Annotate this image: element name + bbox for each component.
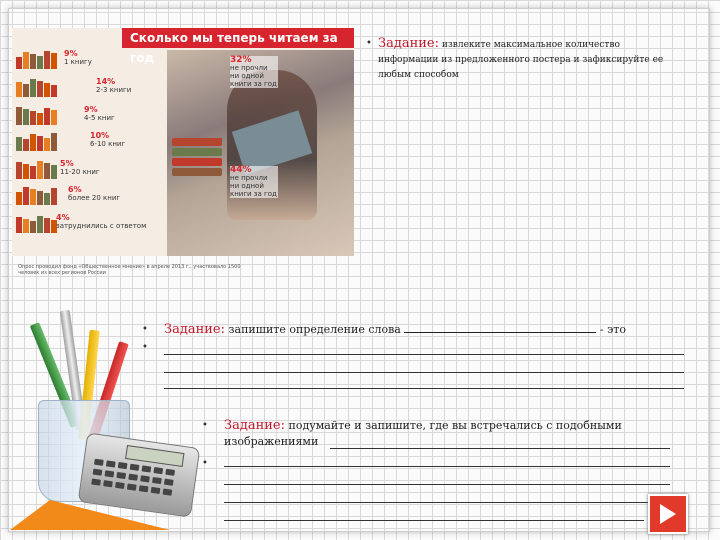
task2-answer-line-1[interactable]: [164, 354, 684, 355]
task2-answer-line-2[interactable]: [164, 372, 684, 373]
book-spine: [30, 221, 36, 233]
book-spine: [16, 107, 22, 125]
task2-text: [164, 322, 684, 338]
book-spine: [51, 110, 57, 125]
book-spine: [16, 137, 22, 151]
book-spine: [30, 54, 36, 69]
task3-text: [224, 418, 674, 450]
task3-body: подумайте и запишите, где вы встречались с подобными изображениями: [224, 419, 622, 448]
book-spine: [37, 216, 43, 233]
book-spine: [30, 111, 36, 125]
task2-answer-line-3[interactable]: [164, 388, 684, 389]
book-spine: [23, 139, 29, 151]
book-spine: [37, 191, 43, 205]
book-spine: [23, 84, 29, 97]
book-spine: [51, 165, 57, 179]
book-spine: [37, 113, 43, 125]
task2-suffix: - это: [599, 323, 626, 336]
book-spine: [44, 193, 50, 205]
book-spine: [44, 138, 50, 151]
book-spine: [51, 53, 57, 69]
task3-answer-line-0[interactable]: [330, 448, 670, 449]
task1-text: [378, 36, 678, 83]
task2-bullet-2: •: [142, 342, 148, 353]
book-spine: [44, 83, 50, 97]
stat-1-book: 9% 1 книгу: [64, 49, 92, 66]
book-spine: [44, 163, 50, 179]
book-spine: [23, 109, 29, 125]
task2-label: Задание:: [164, 322, 226, 337]
task1-body: извлеките максимальное количество информации из предложенного постера и зафиксируйте ее любым способом: [378, 40, 664, 80]
book-bar-row: [16, 186, 62, 204]
book-spine: [51, 188, 57, 205]
book-spine: [16, 217, 22, 233]
book-bar-row: [16, 132, 62, 150]
book-bar-row: [16, 106, 62, 124]
book-spine: [16, 57, 22, 69]
book-spine: [44, 108, 50, 125]
book-spine: [44, 218, 50, 233]
task2-bullet-1: •: [142, 324, 148, 335]
stat-6-10-books: 10% 6-10 книг: [90, 131, 126, 148]
book-spine: [44, 51, 50, 69]
book-spine: [37, 81, 43, 97]
book-spine: [16, 82, 22, 97]
book-spine: [37, 56, 43, 69]
task1-bullet: •: [366, 38, 372, 49]
task1-label: Задание:: [378, 36, 440, 51]
task3-answer-line-4[interactable]: [224, 520, 644, 521]
stat-undecided: 4% затруднились с ответом: [56, 213, 147, 230]
poster-footnote: Опрос проводил фонд «Общественное мнение» в апреле 2013 г., участвовало 1500 человек из всех регионов России: [18, 264, 241, 276]
triangle-ruler: [10, 500, 170, 530]
book-spine: [30, 189, 36, 205]
stat-2-3-books: 14% 2-3 книги: [96, 77, 132, 94]
stat-not-read-44: 44% не прочли ни одной книги за год: [230, 165, 277, 198]
book-spine: [23, 187, 29, 205]
book-spine: [37, 136, 43, 151]
task3-answer-line-3[interactable]: [224, 502, 670, 503]
task3-answer-line-1[interactable]: [224, 466, 670, 467]
book-bar-row: [16, 78, 62, 96]
book-bar-row: [16, 50, 62, 68]
book-spine: [23, 219, 29, 233]
book-spine: [23, 164, 29, 179]
book-spine: [16, 192, 22, 205]
stat-not-read-32: 32% не прочли ни одной книги за год: [230, 55, 277, 88]
next-slide-button[interactable]: [648, 494, 688, 534]
task3-bullet-2: •: [202, 458, 208, 469]
book-spine: [16, 162, 22, 179]
book-bar-row: [16, 160, 62, 178]
poster-title: Сколько мы теперь читаем за год: [122, 28, 354, 48]
task2-word-blank[interactable]: [404, 332, 596, 333]
next-arrow-icon: [660, 504, 676, 524]
book-spine: [30, 134, 36, 151]
book-spine: [37, 161, 43, 179]
book-spine: [30, 79, 36, 97]
task3-bullet-1: •: [202, 420, 208, 431]
stat-4-5-books: 9% 4-5 книг: [84, 105, 115, 122]
stat-11-20-books: 5% 11-20 книг: [60, 159, 100, 176]
book-spine: [51, 85, 57, 97]
task2-body: запишите определение слова: [228, 323, 401, 336]
reading-poster: [12, 28, 354, 276]
book-stack-illustration: [172, 138, 222, 178]
task3-answer-line-2[interactable]: [224, 484, 670, 485]
book-spine: [51, 133, 57, 151]
stat-over-20-books: 6% более 20 книг: [68, 185, 121, 202]
book-spine: [23, 52, 29, 69]
task3-label: Задание:: [224, 418, 286, 433]
book-spine: [30, 166, 36, 179]
